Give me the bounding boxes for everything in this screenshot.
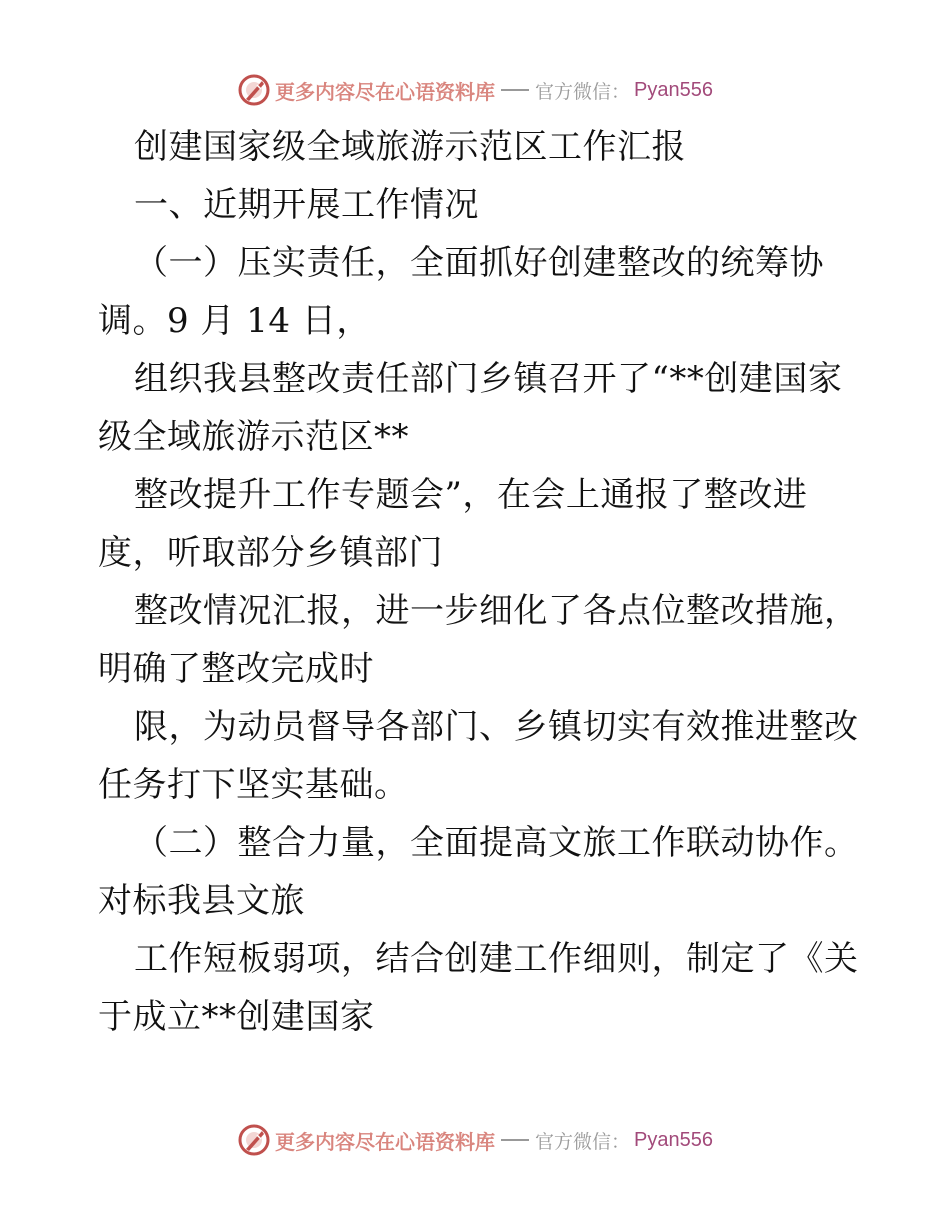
- paragraph-line: （二）整合力量，全面提高文旅工作联动协作。: [134, 823, 859, 863]
- section-heading: 一、近期开展工作情况: [134, 185, 479, 225]
- paragraph-line: 明确了整改完成时: [98, 649, 374, 689]
- watermark-text: 更多内容尽在心语资料库: [275, 79, 495, 104]
- watermark-dash: [501, 89, 529, 91]
- paragraph-line: 任务打下坚实基础。: [98, 765, 409, 805]
- document-body: [98, 118, 858, 1046]
- footer-watermark: [0, 1120, 950, 1160]
- paragraph-line: 级全域旅游示范区**: [98, 417, 409, 457]
- watermark-label: 官方微信：: [535, 80, 631, 103]
- paragraph-line: 组织我县整改责任部门乡镇召开了“**创建国家: [134, 359, 843, 399]
- document-title: 创建国家级全域旅游示范区工作汇报: [134, 127, 686, 167]
- paragraph-line: 整改提升工作专题会”，在会上通报了整改进: [134, 475, 808, 515]
- watermark-text: 更多内容尽在心语资料库: [275, 1129, 495, 1154]
- watermark-label: 官方微信：: [535, 1130, 631, 1153]
- quill-seal-icon: [237, 1123, 271, 1157]
- watermark-wechat-id: Pyan556: [634, 78, 713, 101]
- paragraph-line: （一）压实责任，全面抓好创建整改的统筹协: [134, 243, 824, 283]
- paragraph-line: 调。9 月 14 日，: [98, 301, 371, 341]
- watermark-dash: [501, 1139, 529, 1141]
- paragraph-line: 工作短板弱项，结合创建工作细则，制定了《关: [134, 939, 859, 979]
- paragraph-line: 于成立**创建国家: [98, 997, 375, 1037]
- header-watermark: [0, 70, 950, 110]
- quill-seal-icon: [237, 73, 271, 107]
- paragraph-line: 限，为动员督导各部门、乡镇切实有效推进整改: [134, 707, 859, 747]
- watermark-wechat-id: Pyan556: [634, 1128, 713, 1151]
- paragraph-line: 整改情况汇报，进一步细化了各点位整改措施，: [134, 591, 859, 631]
- paragraph-line: 对标我县文旅: [98, 881, 305, 921]
- paragraph-line: 度，听取部分乡镇部门: [98, 533, 443, 573]
